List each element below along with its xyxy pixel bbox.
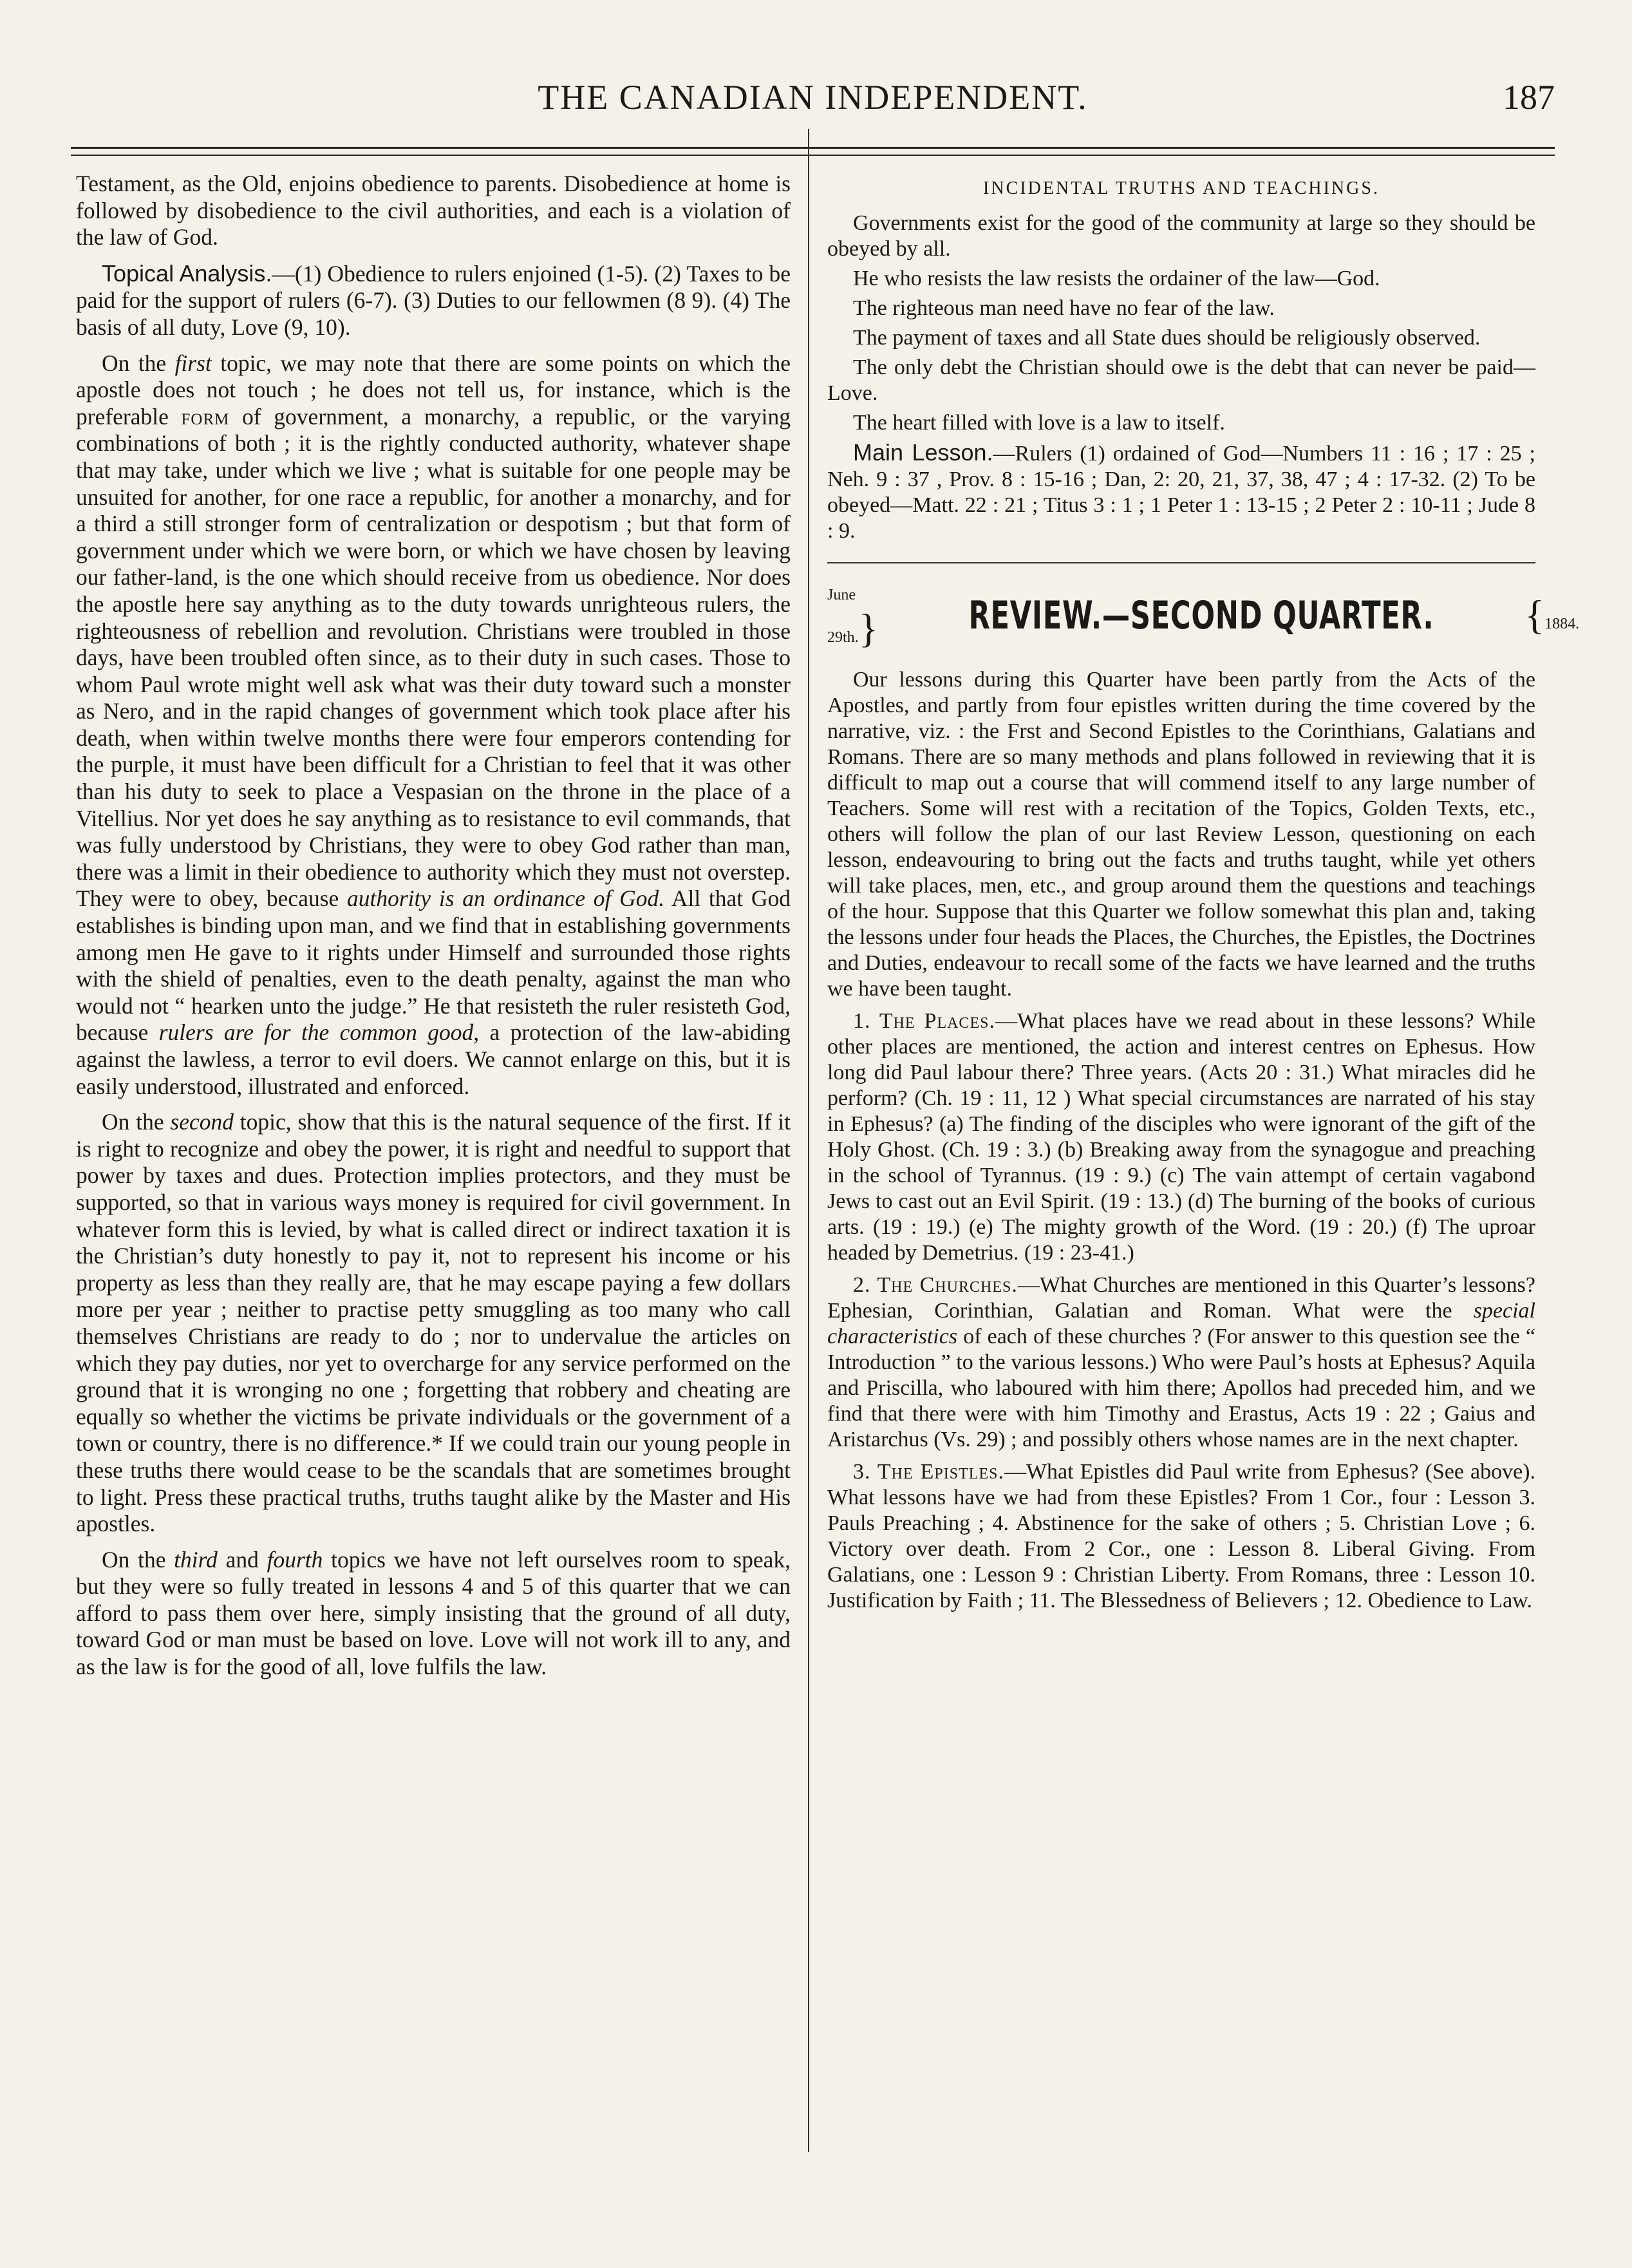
review-year: 1884. (1544, 615, 1580, 632)
review-banner (827, 562, 1580, 651)
review-intro: Our lessons during this Quarter have been partly from the Acts of the Apostles, and partly from four epistles written during the time covered by the narrative, viz. : the Frst and Second Epistles to the Corinthians, Galatians and Romans. There are so many methods and plans followed in reviewing that it is difficult to map out a course that will commend itself to any large number of Teachers. Some will rest with a recitation of the Topics, Golden Texts, etc., others will follow the plan of our last Review Lesson, questioning on each lesson, endeavouring to bring out the facts and truths taught, while yet others will take places, men, etc., and group around them the questions and teachings of the hour. Suppose that this Quarter we follow somewhat this plan and, taking the lessons under four heads the Places, the Churches, the Epistles, the Doctrines and Duties, endeavour to recall some of the facts we have learned and the truths we have been taught. (827, 668, 1536, 1001)
truth-item: The righteous man need have no fear of the law. (853, 296, 1275, 320)
review-epistles (827, 1459, 1535, 1614)
epistles-label: 3. The Epistles. (853, 1460, 1004, 1484)
truth-item: The payment of taxes and all State dues should be religiously observed. (853, 326, 1481, 350)
text-run: topic, show that this is the natural sequence of the first. If it is right to recognize and obey the power, it is right and needful to support that power by taxes and dues. Protection implies protectors, and they must be supported, so that in various ways money is required for civil government. In whatever form this is levied, by what is called direct or indirect taxation it is the Christian’s duty honestly to pay it, not to represent his income or his property as less than they really are, that he may escape paying a few dollars more per year ; neither to practise petty smuggling as too many who call themselves Christians are ready to do ; nor to undervalue the articles on which they pay duties, nor yet to overcharge for any service performed on the ground that it is wronging no one ; forgetting that robbery and cheating are equally so whether the victims be private individuals or the government of a town or country, there is no difference.* If we could train our young people in these truths there would cease to be the scandals that are sometimes brought to light. Press these practical truths, truths taught alike by the Master and His apostles. (76, 1109, 791, 1537)
paragraph-first-topic (76, 350, 791, 1101)
text-run: and (217, 1546, 267, 1573)
topical-analysis-text: —(1) Obedience to rulers enjoined (1-5). (2) Taxes to be paid for the support of rulers (6-7). (3) Duties to our fellowmen (8 9). (4) The basis of all duty, Love (9, 10). (76, 260, 791, 340)
brace-left: { (1524, 591, 1545, 638)
incidental-heading: INCIDENTAL TRUTHS AND TEACHINGS. (983, 178, 1380, 198)
topical-analysis (76, 260, 791, 341)
page-number: 187 (1503, 78, 1555, 117)
review-year-group (1524, 591, 1580, 638)
journal-title: THE CANADIAN INDEPENDENT. (538, 78, 1088, 117)
emphasis: fourth (267, 1546, 323, 1573)
epistles-text: —What Epistles did Paul write from Ephesus? (See above). What lessons have we had from these Epistles? From 1 Cor., four : Lesson 3. Pauls Preaching ; 4. Abstinence for the sake of others ; 5. Christian Love ; 6. Victory over death. From 2 Cor., one : Lesson 8. Liberal Giving. From Galatians, one : Lesson 9 : Christian Liberty. From Romans, three : Lesson 10. Justification by Faith ; 11. The Blessedness of Believers ; 12. Obedience to Law. (827, 1460, 1535, 1612)
text-run: On the (102, 350, 175, 376)
review-date: June 29th. (827, 587, 859, 646)
text-run: of each of these churches ? (For answer to this question see the “ Introduction ” to the various lessons.) Who were Paul’s hosts at Ephesus? Aquila and Priscilla, who laboured with him there; Apollos had preceded him, and we find that there were with him Timothy and Erastus, Acts 19 : 22 ; Gaius and Aristarchus (Vs. 29) ; and possibly others whose names are in the next chapter. (827, 1325, 1535, 1451)
main-lesson-label: Main Lesson. (853, 439, 993, 466)
text-run: On the (102, 1109, 171, 1135)
places-label: 1. The Places. (853, 1009, 995, 1033)
paragraph: Testament, as the Old, enjoins obedience to parents. Disobedience at home is followed by disobedience to the civil authorities, and each is a violation of the law of God. (76, 171, 791, 250)
truth-item: The only debt the Christian should owe is the debt that can never be paid—Love. (827, 355, 1535, 405)
emphasis: third (174, 1546, 218, 1573)
emphasis: first (174, 350, 212, 376)
small-caps: form (181, 403, 230, 430)
emphasis: authority is an ordinance of God. (346, 885, 665, 912)
column-divider (808, 129, 809, 2152)
main-lesson (827, 440, 1535, 544)
truth-item: The heart filled with love is a law to itself. (853, 411, 1225, 435)
emphasis: special characteristics (827, 1299, 1535, 1348)
text-run: —What Churches are mentioned in this Quarter’s lessons? Ephesian, Corinthian, Galatian and Roman. What were the (827, 1273, 1535, 1323)
page-header (71, 71, 1555, 129)
header-rule (71, 147, 1555, 149)
text-run: a protection of the law-abiding against the lawless, a terror to evil doers. We cannot enlarge on this, but it is easily understood, illustrated and enforced. (76, 1019, 791, 1099)
review-churches (827, 1272, 1535, 1453)
truth-item: He who resists the law resists the ordainer of the law—God. (853, 267, 1380, 290)
emphasis: second (170, 1109, 234, 1135)
text-run: topics we have not left ourselves room to speak, but they were so fully treated in lessons 4 and 5 of this quarter that we can afford to pass them over here, simply insisting that the ground of all duty, toward God or man must be based on love. Love will not work ill to any, and as the law is for the good of all, love fulfils the law. (76, 1546, 791, 1680)
main-lesson-text: —Rulers (1) ordained of God—Numbers 11 : 16 ; 17 : 25 ; Neh. 9 : 37 , Prov. 8 : 15-16 ; Dan, 2: 20, 21, 37, 38, 47 ; 4 : 17-32. (2) To be obeyed—Matt. 22 : 21 ; Titus 3 : 1 ; 1 Peter 1 : 13-15 ; 2 Peter 2 : 10-11 ; Jude 8 : 9. (827, 442, 1535, 543)
places-text: —What places have we read about in these lessons? While other places are mentioned, the action and interest centres on Ephesus. How long did Paul labour there? Three years. (Acts 20 : 31.) What miracles did he perform? (Ch. 19 : 11, 12 ) What special circumstances are narrated of his stay in Ephesus? (a) The finding of the disciples who were ignorant of the gift of the Holy Ghost. (Ch. 19 : 3.) (b) Breaking away from the synagogue and preaching in the school of Tyrannus. (19 : 9.) (c) The vain attempt of certain vagabond Jews to cast out an Evil Spirit. (19 : 13.) (d) The burning of the books of curious arts. (19 : 19.) (e) The mighty growth of the Word. (19 : 20.) (f) The uproar headed by Demetrius. (19 : 23-41.) (827, 1009, 1535, 1265)
review-title: REVIEW.—SECOND QUARTER. (968, 592, 1434, 638)
paragraph-third-fourth-topics (76, 1547, 791, 1681)
text-run: All that God establishes is binding upon man, and we find that in establishing governments among men He gave to it rights under Himself and surrounded those rights with the shield of penalties, even to the death penalty, against the man who would not “ hearken unto the judge.” He that resisteth the ruler resisteth God, because (76, 885, 791, 1046)
review-places (827, 1008, 1535, 1266)
churches-label: 2. The Churches. (853, 1273, 1018, 1297)
paragraph-second-topic (76, 1109, 791, 1538)
right-column (827, 171, 1580, 2216)
text-run: of government, a monarchy, a republic, or the varying combinations of both ; it is the rightly conducted authority, whatever shape that may take, under which we live ; what is suitable for one people may be unsuited for another, for one race a republic, for another a monarchy, and for a third a still stronger form of centralization or despotism ; but that form of government under which we were born, or which we have chosen by leaving our father-land, is the one which should receive from us obedience. Nor does the apostle here say anything as to the duty towards unrighteous rulers, the righteousness of rebellion and revolution. Christians were troubled in those days, have been troubled often since, as to their duty in such cases. Those to whom Paul wrote might well ask what was their duty toward such a monster as Nero, and in the rapid changes of government which took place after his death, when within twelve months there were four emperors contending for the purple, it must have been difficult for a Christian to feel that it was other than his duty to seek to place a Vespasian on the throne in the place of a Vitellius. Nor yet does he say anything as to resistance to evil commands, that was fully understood by Christians, they were to obey God rather than man, there was a limit in their obedience to authority which they must not overstep. They were to obey, because (76, 403, 791, 912)
text-run: On the (102, 1546, 174, 1573)
text-run: topic, we may note that there are some points on which the apostle does not touch ; he does not tell us, for instance, which is the preferable (76, 350, 791, 430)
left-column (76, 171, 791, 2216)
header-rule-thin (71, 155, 1555, 156)
brace-right: } (858, 605, 879, 651)
topical-analysis-label: Topical Analysis. (102, 260, 272, 287)
truth-item: Governments exist for the good of the community at large so they should be obeyed by all. (827, 211, 1535, 261)
review-date-group (827, 580, 878, 650)
emphasis: rulers are for the common good, (158, 1019, 480, 1046)
